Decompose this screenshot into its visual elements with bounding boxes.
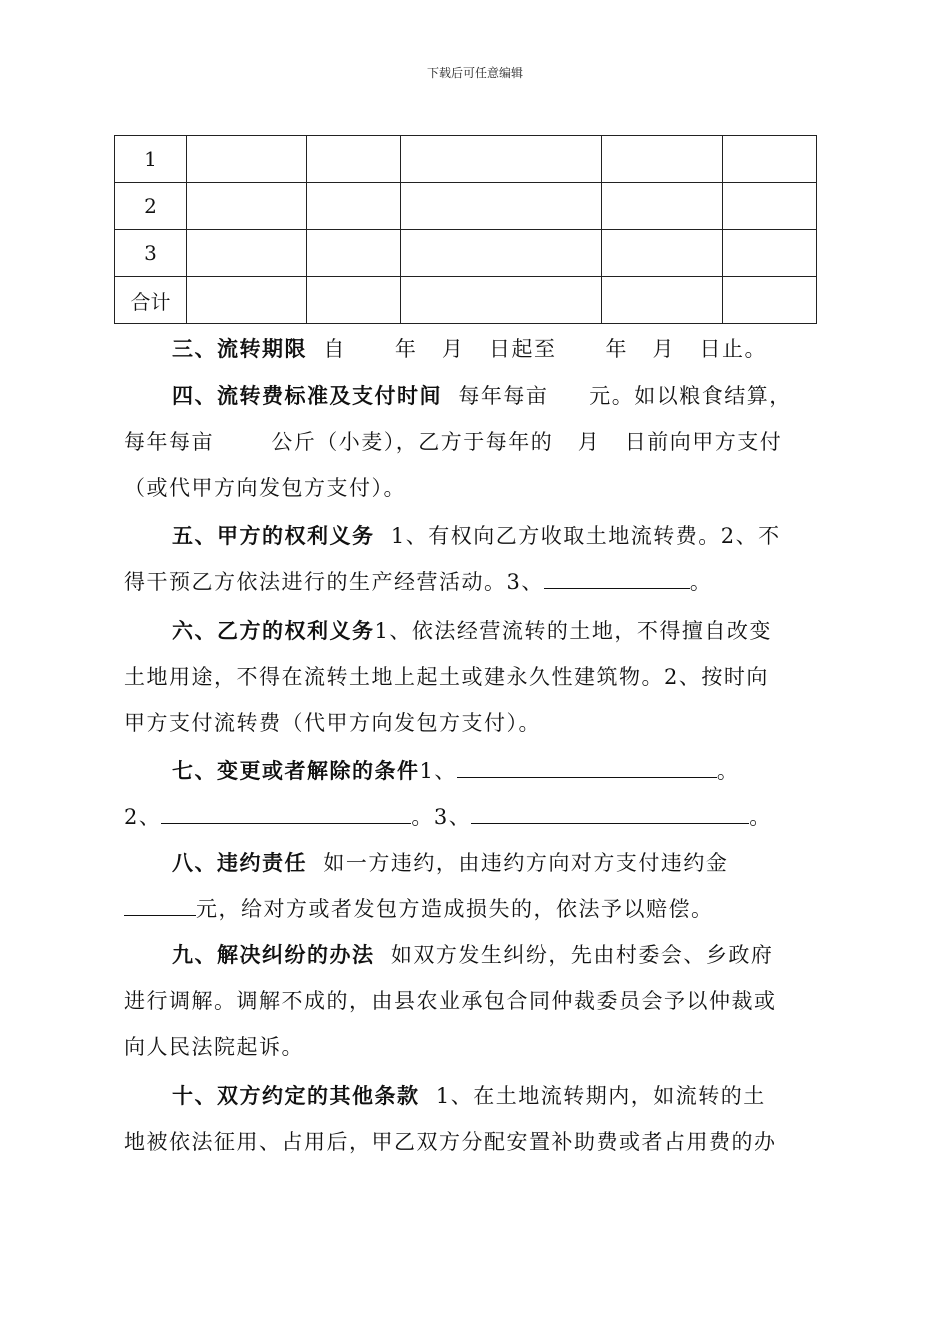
- section-other-terms: [124, 1073, 824, 1165]
- section-change: [124, 748, 824, 840]
- table-cell: [723, 230, 817, 277]
- table-cell: [401, 136, 602, 183]
- row-label: 1: [115, 136, 187, 183]
- table-row: [115, 277, 817, 324]
- table-cell: [602, 183, 723, 230]
- table-cell: [401, 277, 602, 324]
- section-heading: 七、变更或者解除的条件: [172, 759, 420, 783]
- section-text: 向人民法院起诉。: [124, 1035, 304, 1059]
- section-text: 土地用途，不得在流转土地上起土或建永久性建筑物。2、按时向: [124, 665, 769, 689]
- section-text: 。: [716, 759, 740, 783]
- table-cell: [401, 183, 602, 230]
- table-row: [115, 183, 817, 230]
- section-text: 。: [749, 805, 772, 829]
- section-liability: [124, 840, 824, 932]
- page-header: 下载后可任意编辑: [426, 66, 523, 80]
- section-text: 自 年 月 日起至 年 月 日止。: [307, 337, 768, 361]
- section-fee: [124, 373, 824, 511]
- section-text: 如双方发生纠纷，先由村委会、乡政府: [374, 943, 774, 967]
- section-text: 甲方支付流转费（代甲方向发包方支付）。: [124, 711, 541, 735]
- section-heading: 六、乙方的权利义务: [172, 619, 375, 643]
- section-text: 每年每亩 元。如以粮食结算，: [442, 384, 792, 408]
- section-term: [124, 326, 824, 372]
- table-cell: [307, 230, 401, 277]
- section-heading: 三、流转期限: [172, 337, 307, 361]
- fill-blank: [124, 893, 196, 916]
- fill-blank: [457, 755, 717, 778]
- table-cell: [307, 183, 401, 230]
- section-text: 1、在土地流转期内，如流转的土: [419, 1084, 766, 1108]
- fill-blank: [471, 801, 749, 824]
- row-label: 2: [115, 183, 187, 230]
- section-text: 地被依法征用、占用后，甲乙双方分配安置补助费或者占用费的办: [124, 1130, 777, 1154]
- row-label-total: 合计: [115, 277, 187, 324]
- section-party-a: [124, 513, 824, 605]
- table-cell: [723, 277, 817, 324]
- table-cell: [307, 136, 401, 183]
- fill-blank: [161, 801, 411, 824]
- table-cell: [602, 136, 723, 183]
- fill-blank: [544, 566, 690, 589]
- section-text: 元，给对方或者发包方造成损失的，依法予以赔偿。: [196, 897, 714, 921]
- section-text: 。3、: [411, 805, 472, 829]
- section-heading: 八、违约责任: [172, 851, 307, 875]
- table-row: [115, 136, 817, 183]
- section-heading: 四、流转费标准及支付时间: [172, 384, 442, 408]
- row-label: 3: [115, 230, 187, 277]
- table-cell: [187, 230, 307, 277]
- table-cell: [401, 230, 602, 277]
- table-cell: [723, 136, 817, 183]
- land-table: [114, 135, 817, 324]
- table-cell: [187, 136, 307, 183]
- section-text: 。: [689, 570, 713, 594]
- section-text: 每年每亩 公斤（小麦），乙方于每年的 月 日前向甲方支付: [124, 430, 783, 454]
- table-cell: [307, 277, 401, 324]
- section-text: 进行调解。调解不成的，由县农业承包合同仲裁委员会予以仲裁或: [124, 989, 777, 1013]
- section-party-b: [124, 608, 824, 746]
- section-text: 1、: [419, 759, 457, 783]
- section-text: 得干预乙方依法进行的生产经营活动。3、: [124, 570, 544, 594]
- section-text: 1、有权向乙方收取土地流转费。2、不: [374, 524, 781, 548]
- section-text: 1、依法经营流转的土地，不得擅自改变: [374, 619, 772, 643]
- table-cell: [187, 183, 307, 230]
- section-dispute: [124, 932, 824, 1070]
- table-cell: [602, 277, 723, 324]
- table-cell: [602, 230, 723, 277]
- section-text: （或代甲方向发包方支付）。: [124, 476, 406, 500]
- section-text: 如一方违约，由违约方向对方支付违约金: [307, 851, 729, 875]
- table-row: [115, 230, 817, 277]
- section-text: 2、: [124, 805, 162, 829]
- table-cell: [187, 277, 307, 324]
- section-heading: 十、双方约定的其他条款: [172, 1084, 420, 1108]
- table-cell: [723, 183, 817, 230]
- section-heading: 五、甲方的权利义务: [172, 524, 375, 548]
- section-heading: 九、解决纠纷的办法: [172, 943, 375, 967]
